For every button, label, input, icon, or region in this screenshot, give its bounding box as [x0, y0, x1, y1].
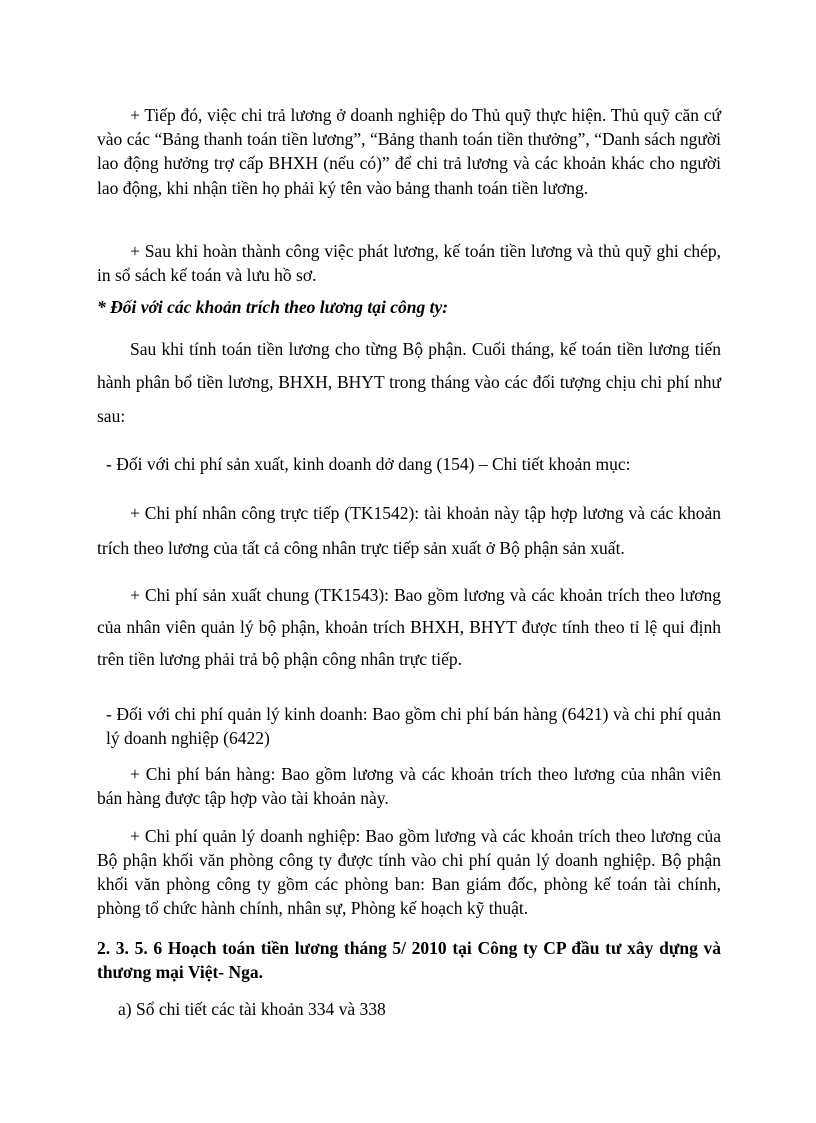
paragraph-direct-labor: + Chi phí nhân công trực tiếp (TK1542): tài khoản này tập hợp lương và các khoản trích theo lương của tất cả công nhân trực tiếp sản xuất ở Bộ phận sản xuất. — [97, 503, 721, 558]
paragraph-admin-expenses: + Chi phí quản lý doanh nghiệp: Bao gồm lương và các khoản trích theo lương của Bộ phận khối văn phòng công ty được tính vào chi phí quản lý doanh nghiệp. Bộ phận khối văn phòng công ty gồm các phòng ban: Ban giám đốc, phòng kế toán tài chính, phòng tổ chức hành chính, nhân sự, Phòng kế hoạch kỹ thuật. — [97, 826, 721, 918]
paragraph-general-production: + Chi phí sản xuất chung (TK1543): Bao gồm lương và các khoản trích theo lương của nhân viên quản lý bộ phận, khoản trích BHXH, BHYT được tính theo tỉ lệ qui định trên tiền lương phải trả bộ phận công nhân trực tiếp. — [97, 585, 721, 669]
list-item-detail-ledger: a) Sổ chi tiết các tài khoản 334 và 338 — [118, 999, 386, 1019]
list-item-business-management: - Đối với chi phí quản lý kinh doanh: Bao gồm chi phí bán hàng (6421) và chi phí quản lý doanh nghiệp (6422) — [106, 704, 721, 749]
list-item-production-costs: - Đối với chi phí sản xuất, kinh doanh dở dang (154) – Chi tiết khoản mục: — [106, 454, 631, 474]
paragraph-selling-expenses: + Chi phí bán hàng: Bao gồm lương và các khoản trích theo lương của nhân viên bán hàng được tập hợp vào tài khoản này. — [97, 764, 721, 809]
section-heading-payroll: 2. 3. 5. 6 Hoạch toán tiền lương tháng 5/ 2010 tại Công ty CP đầu tư xây dựng và thương mại Việt- Nga. — [97, 938, 721, 982]
paragraph-allocation: Sau khi tính toán tiền lương cho từng Bộ phận. Cuối tháng, kế toán tiền lương tiến hành phân bổ tiền lương, BHXH, BHYT trong tháng vào các đối tượng chịu chi phí như sau: — [97, 339, 721, 426]
section-heading-deductions: * Đối với các khoản trích theo lương tại công ty: — [97, 297, 449, 317]
paragraph-after-payment: + Sau khi hoàn thành công việc phát lương, kế toán tiền lương và thủ quỹ ghi chép, in sổ sách kế toán và lưu hồ sơ. — [97, 241, 721, 286]
paragraph-salary-payment: + Tiếp đó, việc chi trả lương ở doanh nghiệp do Thủ quỹ thực hiện. Thủ quỹ căn cứ vào các “Bảng thanh toán tiền lương”, “Bảng thanh toán tiền thưởng”, “Danh sách người lao động hưởng trợ cấp BHXH (nếu có)” để chi trả lương và các khoản khác cho người lao động, khi nhận tiền họ phải ký tên vào bảng thanh toán tiền lương. — [97, 105, 721, 198]
